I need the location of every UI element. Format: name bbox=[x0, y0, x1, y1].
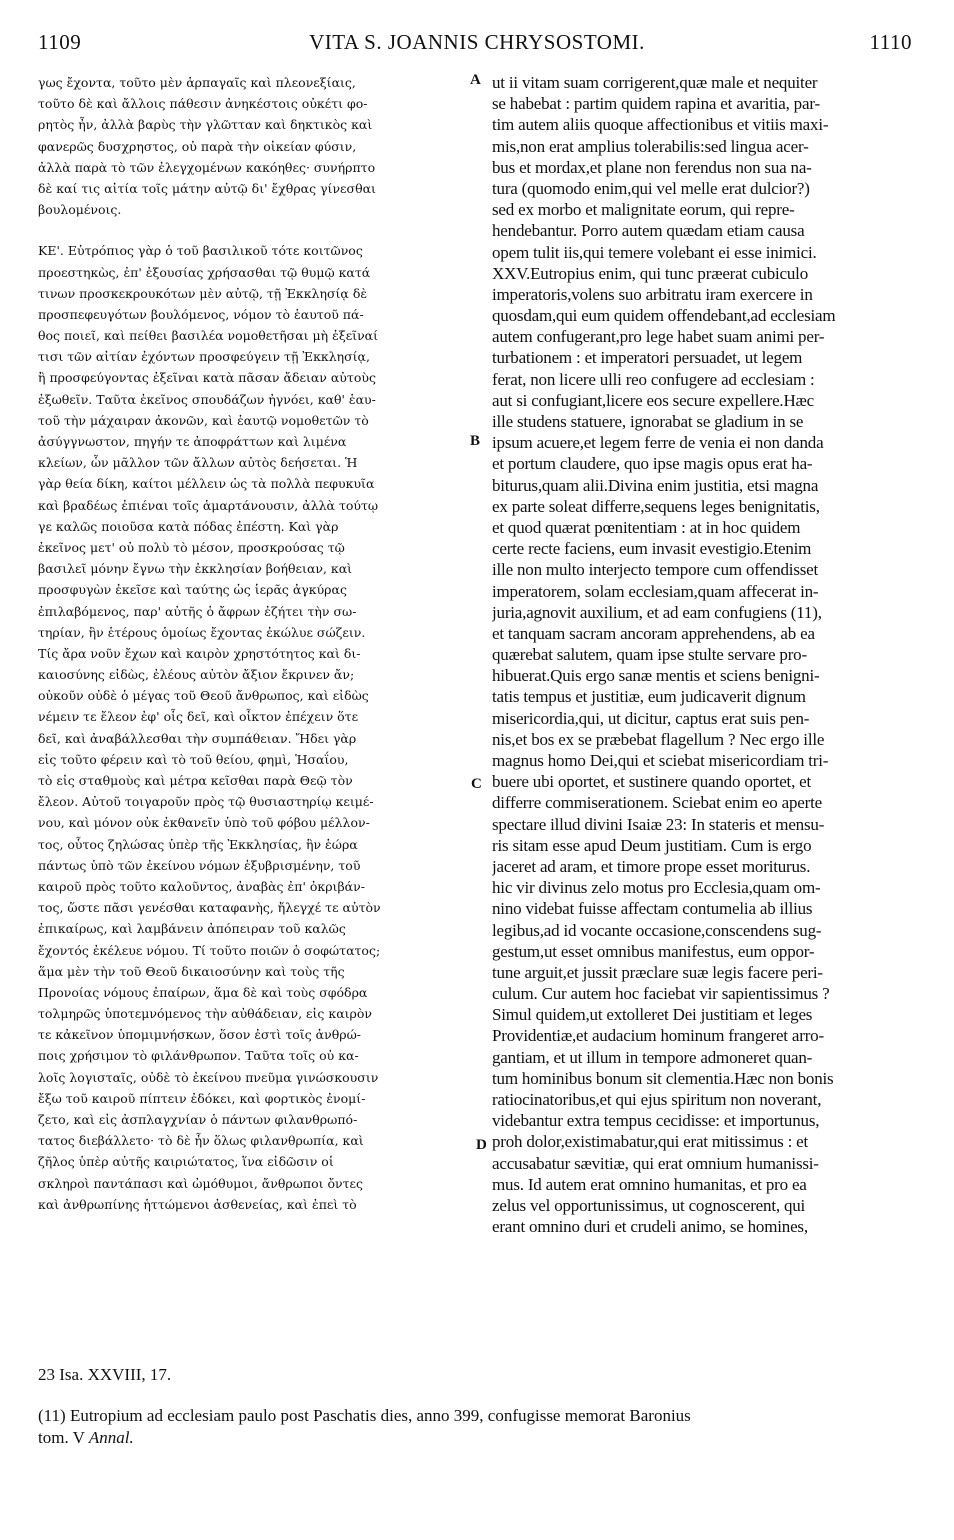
greek-block-1 bbox=[38, 72, 488, 220]
text-line: δὲ καί τις αἰτία τοῖς μάτην αὐτῷ δι' ἔχθρας γίνεσθαι bbox=[38, 180, 376, 196]
text-line: τοῦτο δὲ καὶ ἄλλοις πάθεσιν ἀνηκέστοις οὐκέτι φο- bbox=[38, 96, 368, 112]
text-line: λοῖς λογισταῖς, οὐδὲ τὸ ἐκείνου πνεῦμα γινώσκουσιν bbox=[38, 1069, 379, 1085]
running-title: VITA S. JOANNIS CHRYSOSTOMI. bbox=[309, 30, 645, 54]
text-line: quosdam,qui eum quidem offendebant,ad ecclesiam bbox=[492, 306, 836, 326]
text-line: προσπεφευγότων βουλόμενος, νόμον τὸ ἑαυτοῦ πά- bbox=[38, 306, 364, 322]
text-line: imperatoris,volens suo arbitratu iram exercere in bbox=[492, 284, 813, 304]
text-line: ρητὸς ἦν, ἀλλὰ βαρὺς τὴν γλῶτταν καὶ δηκτικὸς καὶ bbox=[38, 117, 373, 133]
text-line: zelus vel opportunissimus, ut cognoscerent, qui bbox=[492, 1195, 806, 1215]
text-line: culum. Cur autem hoc faciebat vir sapientissimus ? bbox=[492, 984, 830, 1004]
text-line: ἐκεῖνος μετ' οὐ πολὺ τὸ μέσον, προσκρούσας τῷ bbox=[38, 539, 345, 555]
text-line: τολμηρῶς ὑποτεμνόμενος τὴν αὐθάδειαν, εἰς καιρὸν bbox=[38, 1006, 373, 1022]
text-line: ἔλεον. Αὐτοῦ τοιγαροῦν πρὸς τῷ θυσιαστηρίῳ κειμέ- bbox=[38, 794, 374, 810]
text-line: προεστηκὼς, ἐπ' ἐξουσίας χρήσασθαι τῷ θυμῷ κατά bbox=[38, 264, 371, 280]
text-line: spectare illud divini Isaiæ 23: In stateris et mensu- bbox=[492, 814, 825, 834]
text-line: se habebat : partim quidem rapina et avaritia, par- bbox=[492, 94, 820, 114]
footnote-eutropius-prefix: tom. V bbox=[38, 1428, 89, 1447]
text-line: tatis tempus et justitiæ, eum judicaverit dignum bbox=[492, 687, 806, 707]
text-line: legibus,ad id vocante occasione,conscendens sug- bbox=[492, 920, 822, 940]
text-line: εἰς τοῦτο φέρειν καὶ τὸ τοῦ θείου, φημὶ, Ἡσαΐου, bbox=[38, 751, 349, 767]
text-line: νου, καὶ μόνον οὐκ ἐκθανεῖν ὑπὸ τοῦ φόβου μέλλον- bbox=[38, 815, 370, 831]
text-line: hibuerat.Quis ergo sanæ mentis et sciens benigni- bbox=[492, 666, 820, 686]
text-line: ille non multo interjecto tempore cum offendisset bbox=[492, 560, 819, 580]
text-line: τινων προσκεκρουκότων μὲν αὐτῷ, τῇ Ἐκκλησίᾳ δὲ bbox=[38, 285, 368, 301]
text-line: biturus,quam alii.Divina enim justitia, etsi magna bbox=[492, 475, 819, 495]
text-line: τατος διεβάλλετο· τὸ δὲ ἦν ὅλως φιλανθρωπία, καὶ bbox=[38, 1133, 364, 1149]
text-line: δεῖ, καὶ ἀναβάλλεσθαι τὴν συμπάθειαν. Ἤδει γὰρ bbox=[38, 730, 357, 746]
text-line: ille studens statuere, ignorabat se gladium in se bbox=[492, 412, 804, 431]
text-line: nis,et bos ex se præbebat flagellum ? Nec ergo ille bbox=[492, 729, 825, 749]
greek-column bbox=[38, 72, 488, 1215]
text-line: ἐπιλαβόμενος, παρ' αὐτῆς ὁ ἄφρων ἐζήτει τὴν σω- bbox=[38, 603, 357, 619]
text-line: differre commiserationem. Sciebat enim eo aperte bbox=[492, 793, 822, 813]
text-line: et quod quærat pœnitentiam : at in hoc quidem bbox=[492, 517, 801, 537]
text-line: τὸ εἰς σταθμοὺς καὶ μέτρα κεῖσθαι παρὰ Θεῷ τὸν bbox=[38, 773, 353, 788]
text-line: τε κἀκεῖνον ὑπομιμνήσκων, ὅσον ἐστὶ τοῖς ἀνθρώ- bbox=[38, 1027, 361, 1043]
margin-letter-a: A bbox=[470, 72, 481, 88]
text-line: opem tulit iis,qui temere volebant ei esse inimici. bbox=[492, 242, 817, 262]
footnote-eutropius bbox=[38, 1405, 928, 1449]
text-line: θος ποιεῖ, καὶ πείθει βασιλέα νομοθετῆσαι μὴ ἐξεῖναί bbox=[38, 328, 379, 344]
margin-letter-c: C bbox=[471, 776, 482, 792]
text-line: buere ubi oportet, et sustinere quando oportet, et bbox=[492, 772, 812, 792]
text-line: ut ii vitam suam corrigerent,quæ male et nequiter bbox=[492, 73, 818, 92]
text-line: mis,non erat amplius tolerabilis:sed lingua acer- bbox=[492, 136, 809, 156]
text-line: Προνοίας νόμους ἐπαίρων, ἅμα δὲ καὶ τοὺς σφόδρα bbox=[38, 984, 368, 1000]
text-line: ris sitam esse apud Deum justitiam. Cum is ergo bbox=[492, 835, 812, 855]
text-line: XXV.Eutropius enim, qui tunc præerat cubiculo bbox=[492, 263, 808, 283]
greek-spacer bbox=[38, 220, 488, 240]
text-line: aut si confugiant,licere eos secure expellere.Hæc bbox=[492, 390, 815, 410]
text-line: ἢ προσφεύγοντας ἐξεῖναι κατὰ πᾶσαν ἄδειαν αὐτοὺς bbox=[38, 370, 376, 386]
text-line: sed ex morbo et malignitate eorum, qui repre- bbox=[492, 200, 795, 220]
text-line: ratiocinatoribus,et qui ejus spiritum non noverant, bbox=[492, 1090, 822, 1109]
text-line: νέμειν τε ἔλεον ἐφ' οἷς δεῖ, καὶ οἶκτον ἐπέχειν ὅτε bbox=[38, 709, 359, 725]
text-line: accusabatur sævitiæ, qui erat omnium humanissi- bbox=[492, 1153, 819, 1173]
text-line: autem confugerant,pro lege habet suam animi per- bbox=[492, 327, 825, 347]
text-line: πάντως ὑπὸ τῶν ἐκείνου νόμων ἐξυβρισμένην, τοῦ bbox=[38, 857, 361, 873]
text-line: tum hominibus bonum sit clementia.Hæc non bonis bbox=[492, 1068, 834, 1088]
text-line: καιροῦ πρὸς τοῦτο καλοῦντος, ἀναβὰς ἐπ' ὀκριβάν- bbox=[38, 878, 365, 894]
page-number-right: 1110 bbox=[869, 30, 912, 54]
text-line: et tanquam sacram ancoram apprehendens, ab ea bbox=[492, 623, 815, 643]
text-line: ἔχοντός ἐκέλευε νόμου. Τί τοῦτο ποιῶν ὁ σοφώτατος; bbox=[38, 942, 381, 958]
text-line: ἐπικαίρως, καὶ λαμβάνειν ἀπόπειραν τοῦ καλῶς bbox=[38, 921, 346, 937]
footnote-isaiah-text: 23 Isa. XXVIII, 17. bbox=[38, 1365, 172, 1384]
text-line: et portum claudere, quo ipse magis opus erat ha- bbox=[492, 454, 813, 474]
text-line: ἅμα μὲν τὴν τοῦ Θεοῦ δικαιοσύνην καὶ τοὺς τῆς bbox=[38, 963, 345, 979]
text-line: gantiam, et ut illum in tempore admoneret quan- bbox=[492, 1047, 813, 1067]
margin-letter-d: D bbox=[476, 1137, 487, 1153]
text-line: hic vir divinus zelo motus pro Ecclesia,quam om- bbox=[492, 878, 821, 898]
text-line: ex parte soleat differre,sequens leges benignitatis, bbox=[492, 496, 820, 516]
text-line: σκληροὶ παντάπασι καὶ ὠμόθυμοι, ἄνθρωποι ὄντες bbox=[38, 1175, 364, 1191]
text-line: φανερῶς δυσχρηστος, οὐ παρὰ τὴν οἰκείαν φύσιν, bbox=[38, 138, 357, 154]
text-line: ΚΕ'. Εὐτρόπιος γὰρ ὁ τοῦ βασιλικοῦ τότε κοιτῶνος bbox=[38, 243, 363, 259]
text-line: tim autem aliis quoque affectionibus et vitiis maxi- bbox=[492, 115, 829, 135]
text-line: bus et mordax,et plane non ferendus non sua na- bbox=[492, 157, 812, 177]
text-line: τος, οὗτος ζηλώσας ὑπὲρ τῆς Ἐκκλησίας, ἣν ἑώρα bbox=[38, 836, 358, 852]
text-line: τηρίαν, ἣν ἑτέρους ὁμοίως ἔχοντας ἐκώλυε σώζειν. bbox=[38, 624, 366, 640]
text-line: ἔξω τοῦ καιροῦ πίπτειν ἐδόκει, καὶ φορτικὸς ἐνομί- bbox=[38, 1090, 366, 1106]
text-line: jaceret ad aram, et timore prope esset moriturus. bbox=[492, 856, 811, 876]
text-line: juria,agnovit auxilium, et ad eam confugiens (11), bbox=[492, 602, 822, 622]
text-line: καιοσύνης εἰδὼς, ἐλέους αὐτὸν ἄξιον ἔκρινεν ἄν; bbox=[38, 667, 355, 683]
text-line: Providentiæ,et audacium hominum frangeret arro- bbox=[492, 1026, 824, 1046]
text-line: hendebantur. Porro autem quædam etiam causa bbox=[492, 221, 805, 241]
text-line: ποις χρήσιμον τὸ φιλάνθρωπον. Ταῦτα τοῖς οὐ κα- bbox=[38, 1048, 359, 1064]
text-line: tune arguit,et jussit præclare suæ legis facere peri- bbox=[492, 962, 823, 982]
text-line: οὐκοῦν οὐδὲ ὁ μέγας τοῦ Θεοῦ ἄνθρωπος, καὶ εἰδὼς bbox=[38, 688, 369, 704]
page-number-left: 1109 bbox=[38, 30, 82, 54]
text-line: καὶ ἀνθρωπίνης ἡττώμενοι ἀσθενείας, καὶ ἐπεὶ τὸ bbox=[38, 1196, 357, 1212]
text-line: γε καλῶς ποιοῦσα κατὰ πόδας ἐπέστη. Καὶ γὰρ bbox=[38, 518, 339, 534]
text-line: ipsum acuere,et legem ferre de venia ei non danda bbox=[492, 433, 824, 453]
text-line: βασιλεῖ μόνην ἔγνω τὴν ἐκκλησίαν βοήθειαν, καὶ bbox=[38, 561, 353, 577]
text-line: ζετο, καὶ εἰς ἀσπλαγχνίαν ὁ πάντων φιλανθρωπό- bbox=[38, 1112, 358, 1127]
text-line: mus. Id autem erat omnino humanitas, et pro ea bbox=[492, 1174, 807, 1194]
text-line: ἀσύγγνωστον, πηγήν τε ἀποφράττων καὶ λιμένα bbox=[38, 434, 347, 449]
text-line: tura (quomodo enim,qui vel melle erat dulcior?) bbox=[492, 178, 810, 198]
text-line: magnus homo Dei,qui et sciebat misericordiam tri- bbox=[492, 751, 829, 770]
text-line: ἐξωθεῖν. Ταῦτα ἐκεῖνος σπουδάζων ἠγνόει, καθ' ἑαυ- bbox=[38, 391, 376, 407]
footnote-isaiah bbox=[38, 1364, 928, 1386]
text-line: proh dolor,existimabatur,qui erat mitissimus : et bbox=[492, 1132, 809, 1152]
text-line: βουλομένοις. bbox=[38, 202, 122, 218]
text-line: γως ἔχοντα, τοῦτο μὲν ἁρπαγαῖς καὶ πλεονεξίαις, bbox=[38, 75, 356, 90]
text-line: erant omnino duri et crudeli animo, se homines, bbox=[492, 1217, 808, 1237]
text-line: καὶ βραδέως ἐπιέναι τοῖς ἁμαρτάνουσιν, ἀλλὰ τούτῳ bbox=[38, 497, 379, 513]
text-line: videbantur extra tempus cecidisse: et importunus, bbox=[492, 1111, 820, 1131]
text-line: quærebat salutem, quam ipse stulte servare pro- bbox=[492, 645, 807, 665]
text-line: τισι τῶν αἰτίαν ἐχόντων προσφεύγειν τῇ Ἐκκλησίᾳ, bbox=[38, 349, 370, 365]
footnote-eutropius-line-2 bbox=[38, 1427, 928, 1449]
margin-letter-b: B bbox=[470, 433, 481, 449]
text-line: imperatorem, solam ecclesiam,quam affecerat in- bbox=[492, 581, 819, 601]
text-line: τος, ὥστε πᾶσι γενέσθαι καταφανὴς, ἤλεγχέ τε αὐτὸν bbox=[38, 900, 381, 916]
greek-block-2 bbox=[38, 240, 488, 1215]
text-line: γὰρ θεία δίκη, καίτοι μέλλειν ὡς τὰ πολλὰ πεφυκυῖα bbox=[38, 476, 375, 492]
text-line: turbationem : et imperatori persuadet, ut legem bbox=[492, 348, 803, 368]
footnote-eutropius-italic: Annal. bbox=[88, 1428, 134, 1447]
text-line: misericordia,qui, ut dicitur, captus erat suis pen- bbox=[492, 708, 810, 728]
text-line: Simul quidem,ut extolleret Dei justitiam et leges bbox=[492, 1005, 813, 1025]
text-line: κλείων, ὧν μᾶλλον τῶν ἄλλων αὐτὸς δεήσεται. Ἡ bbox=[38, 455, 358, 471]
text-line: ferat, non licere ulli reo confugere ad ecclesiam : bbox=[492, 369, 815, 389]
text-line: τοῦ τὴν μάχαιραν ἀκονῶν, καὶ ἑαυτῷ νομοθετῶν τὸ bbox=[38, 412, 369, 428]
text-line: ζῆλος ὑπὲρ αὐτῆς καιριώτατος, ἵνα εἰδῶσιν οἱ bbox=[38, 1154, 334, 1170]
footnote-eutropius-line-1: (11) Eutropium ad ecclesiam paulo post Paschatis dies, anno 399, confugisse memorat Baronius bbox=[38, 1406, 691, 1425]
text-line: ἀλλὰ παρὰ τὸ τῶν ἐλεγχομένων κακόηθες· συνήρπτο bbox=[38, 159, 376, 175]
text-line: Τίς ἄρα νοῦν ἔχων καὶ καιρὸν χρηστότητος καὶ δι- bbox=[38, 645, 361, 661]
text-line: προσφυγὼν ἐκεῖσε καὶ ταύτης ὡς ἱερᾶς ἀγκύρας bbox=[38, 582, 347, 598]
text-line: certe recte faciens, eum invasit evestigio.Etenim bbox=[492, 539, 812, 559]
text-line: gestum,ut esset omnibus manifestus, eum oppor- bbox=[492, 941, 815, 961]
latin-column bbox=[492, 72, 922, 1237]
text-line: nino videbat fuisse affectam contumelia ab illius bbox=[492, 899, 813, 919]
